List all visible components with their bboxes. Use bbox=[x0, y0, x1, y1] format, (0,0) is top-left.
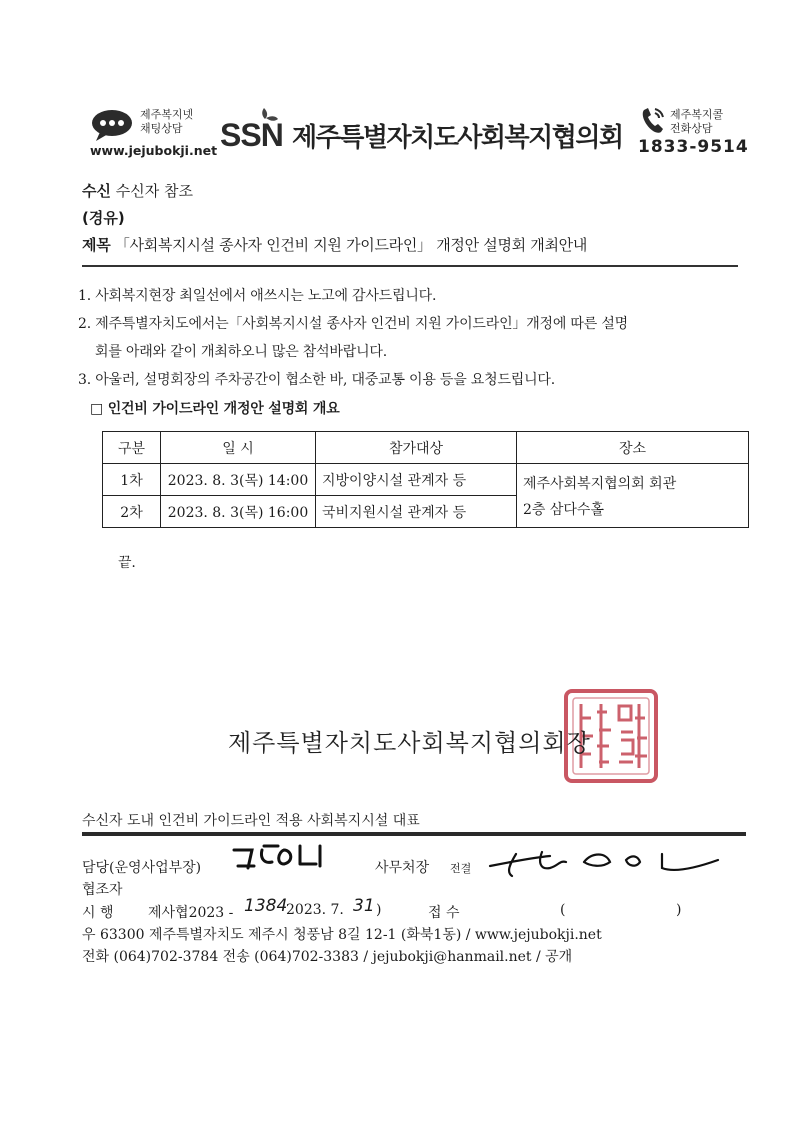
target-cell: 국비지원시설 관계자 등 bbox=[316, 496, 517, 528]
round-cell: 2차 bbox=[103, 496, 161, 528]
forward-label: 전결 bbox=[450, 862, 472, 875]
datetime-cell: 2023. 8. 3(목) 14:00 bbox=[161, 464, 316, 496]
subject-value: 「사회복지시설 종사자 인건비 지원 가이드라인」 개정안 설명회 개최안내 bbox=[114, 236, 588, 254]
address-line: 우 63300 제주특별자치도 제주시 청풍남 8길 12-1 (화북1동) / www.jejubokji.net bbox=[82, 927, 602, 943]
paragraph-3: 3. 아울러, 설명회장의 주차공간이 협소한 바, 대중교통 이용 등을 요청드립니다. bbox=[78, 372, 556, 388]
datetime-cell: 2023. 8. 3(목) 16:00 bbox=[161, 496, 316, 528]
chat-sublabel: 채팅상담 bbox=[140, 122, 183, 135]
recipient-label: 수신 bbox=[82, 182, 111, 200]
chief-label: 사무처장 bbox=[375, 860, 430, 876]
chat-bubble-icon bbox=[90, 108, 136, 142]
divider bbox=[82, 265, 738, 267]
recipient-line bbox=[82, 180, 193, 201]
venue-cell bbox=[517, 464, 749, 528]
schedule-table bbox=[102, 431, 749, 528]
subject-line bbox=[82, 234, 587, 255]
handwritten-day: 31 bbox=[353, 896, 375, 916]
recipients-list: 수신자 도내 인건비 가이드라인 적용 사회복지시설 대표 bbox=[82, 813, 420, 829]
call-label: 제주복지콜 bbox=[670, 108, 724, 121]
table-row bbox=[103, 464, 749, 496]
venue-line-1: 제주사회복지협의회 회관 bbox=[523, 475, 677, 492]
call-number: 1833-9514 bbox=[638, 137, 749, 157]
venue-line-2: 2층 삼다수홀 bbox=[523, 501, 604, 518]
cooperator-label: 협조자 bbox=[82, 882, 123, 898]
round-cell: 1차 bbox=[103, 464, 161, 496]
enforce-date: 2023. 7. bbox=[286, 902, 344, 918]
header-venue: 장소 bbox=[517, 432, 749, 464]
handwritten-number: 1384 bbox=[244, 896, 288, 916]
site-url: www.jejubokji.net bbox=[90, 143, 218, 158]
target-cell: 지방이양시설 관계자 등 bbox=[316, 464, 517, 496]
ssn-logo bbox=[220, 106, 290, 150]
via-line: (경유) bbox=[82, 209, 125, 227]
overview-heading: □ 인건비 가이드라인 개정안 설명회 개요 bbox=[90, 401, 340, 417]
recipient-value: 수신자 참조 bbox=[115, 182, 193, 200]
enforce-label: 시 행 bbox=[82, 905, 114, 921]
signer-title: 제주특별자치도사회복지협의회장 bbox=[228, 729, 591, 757]
paragraph-1: 1. 사회복지현장 최일선에서 애쓰시는 노고에 감사드립니다. bbox=[78, 288, 437, 304]
footer-divider bbox=[82, 832, 746, 836]
subject-label: 제목 bbox=[82, 236, 111, 254]
header-target: 참가대상 bbox=[316, 432, 517, 464]
ssn-logo-text: SSN bbox=[220, 117, 283, 150]
chief-signature bbox=[486, 846, 736, 880]
staff-signature bbox=[228, 842, 338, 876]
phone-icon bbox=[640, 106, 666, 136]
table-header-row bbox=[103, 432, 749, 464]
contact-line: 전화 (064)702-3784 전송 (064)702-3383 / jejubokji@hanmail.net / 공개 bbox=[82, 949, 573, 965]
paragraph-2: 2. 제주특별자치도에서는「사회복지시설 종사자 인건비 지원 가이드라인」개정에 따른 설명 bbox=[78, 316, 628, 332]
enforce-number: 제사협2023 - bbox=[148, 905, 234, 921]
receive-paren-open: ( bbox=[560, 902, 566, 918]
staff-label: 담당(운영사업부장) bbox=[82, 860, 202, 876]
call-sublabel: 전화상담 bbox=[670, 122, 713, 135]
receive-paren-close: ) bbox=[676, 902, 682, 918]
paragraph-2-cont: 회를 아래와 같이 개최하오니 많은 참석바랍니다. bbox=[95, 344, 387, 360]
header-round: 구분 bbox=[103, 432, 161, 464]
end-mark: 끝. bbox=[118, 555, 136, 571]
header-datetime: 일 시 bbox=[161, 432, 316, 464]
org-title: 제주특별자치도사회복지협의회 bbox=[292, 123, 623, 153]
enforce-paren: ) bbox=[376, 902, 382, 918]
chat-label: 제주복지넷 bbox=[140, 108, 194, 121]
receive-label: 접 수 bbox=[428, 905, 460, 921]
